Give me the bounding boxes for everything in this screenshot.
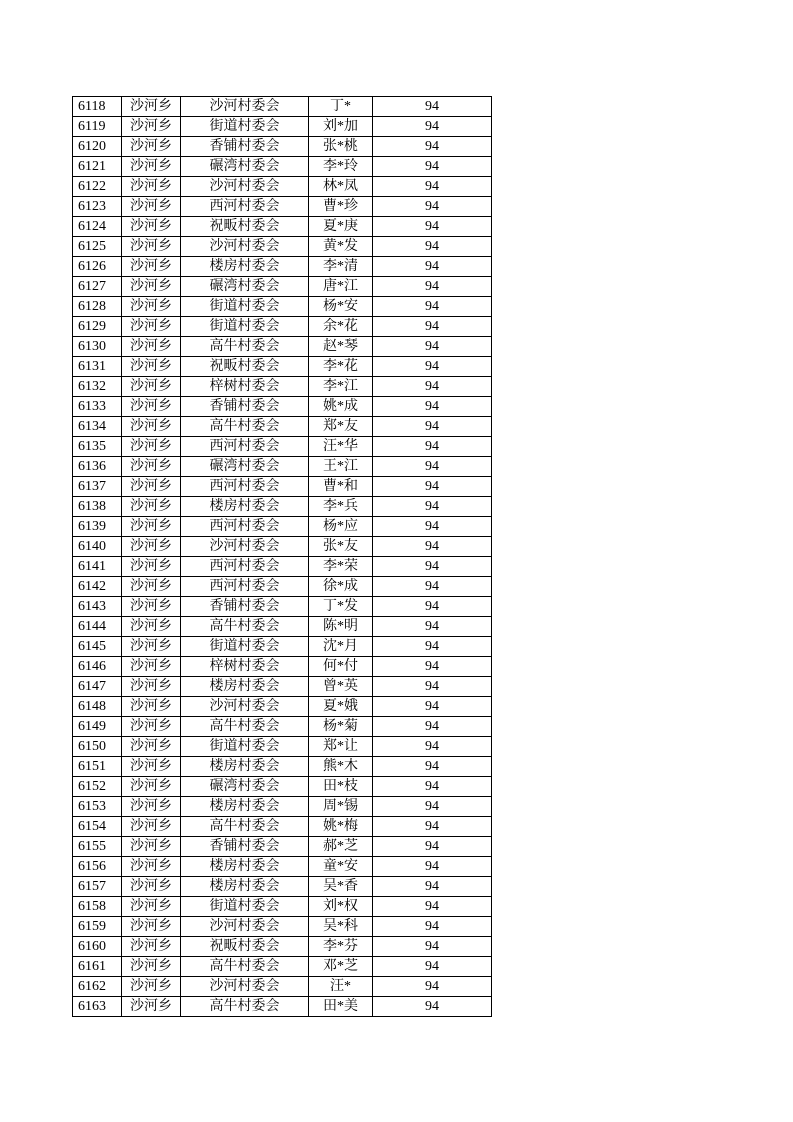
township-cell: 沙河乡: [122, 637, 181, 657]
score-cell: 94: [373, 337, 492, 357]
person-name-cell: 刘*加: [309, 117, 373, 137]
township-cell: 沙河乡: [122, 497, 181, 517]
person-name-cell: 夏*庚: [309, 217, 373, 237]
village-committee-cell: 香铺村委会: [181, 137, 309, 157]
row-number-cell: 6151: [73, 757, 122, 777]
person-name-cell: 吴*科: [309, 917, 373, 937]
township-cell: 沙河乡: [122, 437, 181, 457]
person-name-cell: 刘*权: [309, 897, 373, 917]
score-cell: 94: [373, 357, 492, 377]
person-name-cell: 赵*琴: [309, 337, 373, 357]
row-number-cell: 6126: [73, 257, 122, 277]
table-row: [73, 297, 492, 317]
row-number-cell: 6141: [73, 557, 122, 577]
score-cell: 94: [373, 477, 492, 497]
row-number-cell: 6154: [73, 817, 122, 837]
table-row: [73, 457, 492, 477]
village-committee-cell: 楼房村委会: [181, 797, 309, 817]
row-number-cell: 6161: [73, 957, 122, 977]
score-cell: 94: [373, 797, 492, 817]
table-row: [73, 97, 492, 117]
table-row: [73, 237, 492, 257]
village-committee-cell: 梓树村委会: [181, 377, 309, 397]
person-name-cell: 李*荣: [309, 557, 373, 577]
township-cell: 沙河乡: [122, 777, 181, 797]
township-cell: 沙河乡: [122, 477, 181, 497]
township-cell: 沙河乡: [122, 397, 181, 417]
township-cell: 沙河乡: [122, 117, 181, 137]
township-cell: 沙河乡: [122, 337, 181, 357]
township-cell: 沙河乡: [122, 257, 181, 277]
score-cell: 94: [373, 777, 492, 797]
table-row: [73, 357, 492, 377]
score-cell: 94: [373, 137, 492, 157]
table-row: [73, 137, 492, 157]
township-cell: 沙河乡: [122, 137, 181, 157]
score-cell: 94: [373, 257, 492, 277]
score-cell: 94: [373, 177, 492, 197]
township-cell: 沙河乡: [122, 697, 181, 717]
row-number-cell: 6150: [73, 737, 122, 757]
village-committee-cell: 西河村委会: [181, 517, 309, 537]
score-cell: 94: [373, 377, 492, 397]
person-name-cell: 熊*木: [309, 757, 373, 777]
row-number-cell: 6128: [73, 297, 122, 317]
table-row: [73, 917, 492, 937]
person-name-cell: 徐*成: [309, 577, 373, 597]
township-cell: 沙河乡: [122, 357, 181, 377]
village-committee-cell: 高牛村委会: [181, 337, 309, 357]
row-number-cell: 6129: [73, 317, 122, 337]
person-name-cell: 林*凤: [309, 177, 373, 197]
table-row: [73, 397, 492, 417]
township-cell: 沙河乡: [122, 457, 181, 477]
person-name-cell: 邓*芝: [309, 957, 373, 977]
table-row: [73, 337, 492, 357]
township-cell: 沙河乡: [122, 617, 181, 637]
person-name-cell: 曾*英: [309, 677, 373, 697]
score-cell: 94: [373, 677, 492, 697]
table-row: [73, 677, 492, 697]
village-committee-cell: 街道村委会: [181, 117, 309, 137]
table-row: [73, 877, 492, 897]
score-cell: 94: [373, 617, 492, 637]
roster-table: [72, 96, 492, 1017]
township-cell: 沙河乡: [122, 157, 181, 177]
township-cell: 沙河乡: [122, 857, 181, 877]
score-cell: 94: [373, 417, 492, 437]
person-name-cell: 姚*梅: [309, 817, 373, 837]
village-committee-cell: 祝畈村委会: [181, 357, 309, 377]
row-number-cell: 6142: [73, 577, 122, 597]
table-row: [73, 937, 492, 957]
township-cell: 沙河乡: [122, 197, 181, 217]
score-cell: 94: [373, 877, 492, 897]
township-cell: 沙河乡: [122, 577, 181, 597]
village-committee-cell: 西河村委会: [181, 577, 309, 597]
table-row: [73, 637, 492, 657]
person-name-cell: 沈*月: [309, 637, 373, 657]
village-committee-cell: 街道村委会: [181, 317, 309, 337]
village-committee-cell: 祝畈村委会: [181, 217, 309, 237]
village-committee-cell: 碾湾村委会: [181, 457, 309, 477]
score-cell: 94: [373, 997, 492, 1017]
table-row: [73, 597, 492, 617]
table-row: [73, 657, 492, 677]
township-cell: 沙河乡: [122, 897, 181, 917]
score-cell: 94: [373, 597, 492, 617]
table-row: [73, 437, 492, 457]
roster-table-body: [73, 97, 492, 1017]
township-cell: 沙河乡: [122, 937, 181, 957]
row-number-cell: 6118: [73, 97, 122, 117]
score-cell: 94: [373, 917, 492, 937]
row-number-cell: 6160: [73, 937, 122, 957]
township-cell: 沙河乡: [122, 737, 181, 757]
table-row: [73, 277, 492, 297]
person-name-cell: 李*清: [309, 257, 373, 277]
row-number-cell: 6119: [73, 117, 122, 137]
village-committee-cell: 沙河村委会: [181, 697, 309, 717]
table-row: [73, 777, 492, 797]
township-cell: 沙河乡: [122, 177, 181, 197]
person-name-cell: 李*花: [309, 357, 373, 377]
table-row: [73, 477, 492, 497]
table-row: [73, 317, 492, 337]
township-cell: 沙河乡: [122, 717, 181, 737]
person-name-cell: 曹*珍: [309, 197, 373, 217]
village-committee-cell: 祝畈村委会: [181, 937, 309, 957]
person-name-cell: 汪*华: [309, 437, 373, 457]
village-committee-cell: 西河村委会: [181, 477, 309, 497]
township-cell: 沙河乡: [122, 277, 181, 297]
person-name-cell: 李*芬: [309, 937, 373, 957]
village-committee-cell: 梓树村委会: [181, 657, 309, 677]
township-cell: 沙河乡: [122, 537, 181, 557]
person-name-cell: 丁*: [309, 97, 373, 117]
township-cell: 沙河乡: [122, 657, 181, 677]
township-cell: 沙河乡: [122, 297, 181, 317]
village-committee-cell: 碾湾村委会: [181, 777, 309, 797]
row-number-cell: 6122: [73, 177, 122, 197]
person-name-cell: 曹*和: [309, 477, 373, 497]
table-row: [73, 957, 492, 977]
village-committee-cell: 碾湾村委会: [181, 277, 309, 297]
village-committee-cell: 香铺村委会: [181, 597, 309, 617]
person-name-cell: 唐*江: [309, 277, 373, 297]
row-number-cell: 6157: [73, 877, 122, 897]
table-row: [73, 157, 492, 177]
score-cell: 94: [373, 577, 492, 597]
person-name-cell: 余*花: [309, 317, 373, 337]
township-cell: 沙河乡: [122, 817, 181, 837]
row-number-cell: 6131: [73, 357, 122, 377]
township-cell: 沙河乡: [122, 797, 181, 817]
person-name-cell: 吴*香: [309, 877, 373, 897]
score-cell: 94: [373, 757, 492, 777]
township-cell: 沙河乡: [122, 517, 181, 537]
table-row: [73, 177, 492, 197]
village-committee-cell: 楼房村委会: [181, 677, 309, 697]
row-number-cell: 6159: [73, 917, 122, 937]
table-row: [73, 117, 492, 137]
village-committee-cell: 街道村委会: [181, 737, 309, 757]
table-row: [73, 697, 492, 717]
person-name-cell: 周*锡: [309, 797, 373, 817]
village-committee-cell: 西河村委会: [181, 557, 309, 577]
score-cell: 94: [373, 277, 492, 297]
person-name-cell: 夏*娥: [309, 697, 373, 717]
person-name-cell: 李*玲: [309, 157, 373, 177]
person-name-cell: 田*美: [309, 997, 373, 1017]
table-row: [73, 577, 492, 597]
village-committee-cell: 香铺村委会: [181, 397, 309, 417]
score-cell: 94: [373, 697, 492, 717]
row-number-cell: 6135: [73, 437, 122, 457]
row-number-cell: 6133: [73, 397, 122, 417]
score-cell: 94: [373, 857, 492, 877]
village-committee-cell: 香铺村委会: [181, 837, 309, 857]
village-committee-cell: 沙河村委会: [181, 97, 309, 117]
row-number-cell: 6127: [73, 277, 122, 297]
table-row: [73, 537, 492, 557]
village-committee-cell: 街道村委会: [181, 897, 309, 917]
person-name-cell: 陈*明: [309, 617, 373, 637]
score-cell: 94: [373, 837, 492, 857]
township-cell: 沙河乡: [122, 677, 181, 697]
township-cell: 沙河乡: [122, 417, 181, 437]
row-number-cell: 6134: [73, 417, 122, 437]
row-number-cell: 6155: [73, 837, 122, 857]
score-cell: 94: [373, 497, 492, 517]
row-number-cell: 6156: [73, 857, 122, 877]
person-name-cell: 郑*友: [309, 417, 373, 437]
village-committee-cell: 楼房村委会: [181, 257, 309, 277]
row-number-cell: 6137: [73, 477, 122, 497]
score-cell: 94: [373, 297, 492, 317]
row-number-cell: 6136: [73, 457, 122, 477]
village-committee-cell: 楼房村委会: [181, 497, 309, 517]
village-committee-cell: 楼房村委会: [181, 757, 309, 777]
score-cell: 94: [373, 197, 492, 217]
score-cell: 94: [373, 637, 492, 657]
score-cell: 94: [373, 317, 492, 337]
row-number-cell: 6132: [73, 377, 122, 397]
township-cell: 沙河乡: [122, 237, 181, 257]
table-row: [73, 997, 492, 1017]
score-cell: 94: [373, 957, 492, 977]
row-number-cell: 6149: [73, 717, 122, 737]
person-name-cell: 黄*发: [309, 237, 373, 257]
row-number-cell: 6130: [73, 337, 122, 357]
table-row: [73, 497, 492, 517]
table-row: [73, 557, 492, 577]
score-cell: 94: [373, 517, 492, 537]
township-cell: 沙河乡: [122, 377, 181, 397]
score-cell: 94: [373, 897, 492, 917]
township-cell: 沙河乡: [122, 877, 181, 897]
village-committee-cell: 高牛村委会: [181, 997, 309, 1017]
township-cell: 沙河乡: [122, 597, 181, 617]
village-committee-cell: 沙河村委会: [181, 237, 309, 257]
score-cell: 94: [373, 117, 492, 137]
table-row: [73, 857, 492, 877]
row-number-cell: 6121: [73, 157, 122, 177]
township-cell: 沙河乡: [122, 977, 181, 997]
township-cell: 沙河乡: [122, 917, 181, 937]
row-number-cell: 6145: [73, 637, 122, 657]
person-name-cell: 杨*应: [309, 517, 373, 537]
score-cell: 94: [373, 657, 492, 677]
score-cell: 94: [373, 217, 492, 237]
village-committee-cell: 沙河村委会: [181, 977, 309, 997]
township-cell: 沙河乡: [122, 997, 181, 1017]
township-cell: 沙河乡: [122, 317, 181, 337]
score-cell: 94: [373, 457, 492, 477]
table-row: [73, 797, 492, 817]
table-row: [73, 257, 492, 277]
village-committee-cell: 街道村委会: [181, 637, 309, 657]
village-committee-cell: 高牛村委会: [181, 617, 309, 637]
table-row: [73, 217, 492, 237]
row-number-cell: 6139: [73, 517, 122, 537]
table-row: [73, 617, 492, 637]
village-committee-cell: 沙河村委会: [181, 917, 309, 937]
township-cell: 沙河乡: [122, 757, 181, 777]
village-committee-cell: 西河村委会: [181, 197, 309, 217]
table-row: [73, 757, 492, 777]
person-name-cell: 张*友: [309, 537, 373, 557]
score-cell: 94: [373, 737, 492, 757]
row-number-cell: 6148: [73, 697, 122, 717]
person-name-cell: 李*江: [309, 377, 373, 397]
village-committee-cell: 高牛村委会: [181, 957, 309, 977]
score-cell: 94: [373, 537, 492, 557]
row-number-cell: 6147: [73, 677, 122, 697]
person-name-cell: 郝*芝: [309, 837, 373, 857]
table-row: [73, 817, 492, 837]
score-cell: 94: [373, 397, 492, 417]
row-number-cell: 6162: [73, 977, 122, 997]
score-cell: 94: [373, 717, 492, 737]
score-cell: 94: [373, 977, 492, 997]
table-row: [73, 517, 492, 537]
person-name-cell: 姚*成: [309, 397, 373, 417]
table-row: [73, 837, 492, 857]
table-row: [73, 737, 492, 757]
village-committee-cell: 沙河村委会: [181, 177, 309, 197]
person-name-cell: 王*江: [309, 457, 373, 477]
row-number-cell: 6120: [73, 137, 122, 157]
score-cell: 94: [373, 437, 492, 457]
person-name-cell: 丁*发: [309, 597, 373, 617]
table-row: [73, 417, 492, 437]
table-row: [73, 897, 492, 917]
person-name-cell: 田*枝: [309, 777, 373, 797]
person-name-cell: 汪*: [309, 977, 373, 997]
village-committee-cell: 街道村委会: [181, 297, 309, 317]
row-number-cell: 6140: [73, 537, 122, 557]
row-number-cell: 6124: [73, 217, 122, 237]
township-cell: 沙河乡: [122, 557, 181, 577]
township-cell: 沙河乡: [122, 97, 181, 117]
score-cell: 94: [373, 817, 492, 837]
village-committee-cell: 高牛村委会: [181, 417, 309, 437]
village-committee-cell: 西河村委会: [181, 437, 309, 457]
person-name-cell: 杨*菊: [309, 717, 373, 737]
row-number-cell: 6153: [73, 797, 122, 817]
score-cell: 94: [373, 937, 492, 957]
score-cell: 94: [373, 97, 492, 117]
village-committee-cell: 楼房村委会: [181, 877, 309, 897]
village-committee-cell: 高牛村委会: [181, 717, 309, 737]
township-cell: 沙河乡: [122, 957, 181, 977]
row-number-cell: 6152: [73, 777, 122, 797]
person-name-cell: 张*桃: [309, 137, 373, 157]
row-number-cell: 6146: [73, 657, 122, 677]
village-committee-cell: 高牛村委会: [181, 817, 309, 837]
person-name-cell: 何*付: [309, 657, 373, 677]
table-row: [73, 197, 492, 217]
person-name-cell: 杨*安: [309, 297, 373, 317]
table-row: [73, 717, 492, 737]
row-number-cell: 6144: [73, 617, 122, 637]
table-row: [73, 377, 492, 397]
row-number-cell: 6123: [73, 197, 122, 217]
township-cell: 沙河乡: [122, 837, 181, 857]
village-committee-cell: 沙河村委会: [181, 537, 309, 557]
score-cell: 94: [373, 557, 492, 577]
row-number-cell: 6158: [73, 897, 122, 917]
township-cell: 沙河乡: [122, 217, 181, 237]
row-number-cell: 6125: [73, 237, 122, 257]
score-cell: 94: [373, 237, 492, 257]
row-number-cell: 6163: [73, 997, 122, 1017]
person-name-cell: 郑*让: [309, 737, 373, 757]
village-committee-cell: 楼房村委会: [181, 857, 309, 877]
village-committee-cell: 碾湾村委会: [181, 157, 309, 177]
score-cell: 94: [373, 157, 492, 177]
row-number-cell: 6138: [73, 497, 122, 517]
table-row: [73, 977, 492, 997]
person-name-cell: 李*兵: [309, 497, 373, 517]
row-number-cell: 6143: [73, 597, 122, 617]
person-name-cell: 童*安: [309, 857, 373, 877]
